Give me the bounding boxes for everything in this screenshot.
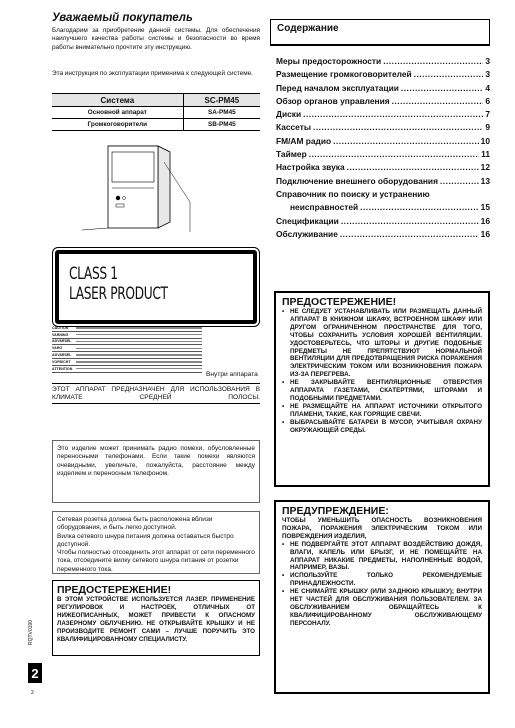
warning-label-row: VORSICHT (52, 359, 202, 366)
list-item: • ВЫБРАСЫВАЙТЕ БАТАРЕИ В МУСОР, УЧИТЫВАЯ ОХРАНУ ОКРУЖАЮЩЕЙ СРЕДЫ. (282, 419, 482, 435)
system-table-header-cell: Система (52, 94, 183, 107)
toc-item[interactable]: Спецификации ..... 16 (276, 216, 490, 229)
toc-item[interactable]: Меры предосторожности ..... 3 (276, 56, 490, 69)
list-item: • ИСПОЛЬЗУЙТЕ ТОЛЬКО РЕКОМЕНДУЕМЫЕ ПРИНАДЛЕЖНОСТИ. (282, 572, 482, 588)
toc-item[interactable]: Подключение внешнего оборудования ..... 13 (276, 176, 490, 189)
laser-class-text: CLASS 1 (69, 264, 118, 284)
list-item: • НЕ СНИМАЙТЕ КРЫШКУ (ИЛИ ЗАДНЮЮ КРЫШКУ); ВНУТРИ НЕТ ЧАСТЕЙ ДЛЯ ОБСЛУЖИВАНИЯ ПОЛЬЗОВАТЕЛЕМ. ЗА ОБСЛУЖИВАНИЕМ ОБРАЩАЙТЕСЬ К КВАЛИФИЦИРОВАННОМУ ОБСЛУЖИВАЮЩЕМУ ПЕРСОНАЛУ. (282, 588, 482, 628)
laser-caution-heading: ПРЕДОСТЕРЕЖЕНИЕ! (57, 584, 172, 596)
intro-applicability-text: Эта инструкция по эксплуатации применима к следующей системе. (52, 70, 253, 77)
table-row (52, 107, 260, 119)
toc-item[interactable]: неисправностей ..... 15 (276, 202, 490, 215)
system-table-header-cell: SC-PM45 (183, 94, 260, 107)
toc-heading-box (270, 19, 490, 46)
list-item: • НЕ СЛЕДУЕТ УСТАНАВЛИВАТЬ ИЛИ РАЗМЕЩАТЬ ДАННЫЙ АППАРАТ В КНИЖНОМ ШКАФУ, ВСТРОЕННОМ ШКАФУ ИЛИ ДРУГОМ ОГРАНИЧЕННОМ ПРОСТРАНСТВЕ ДЛЯ ТОГО, ЧТОБЫ СОХРАНИТЬ УСЛОВИЯ ХОРОШЕЙ ВЕНТИЛЯЦИИ. УДОСТОВЕРЬТЕСЬ, ЧТО ШТОРЫ И ДРУГИЕ ПОДОБНЫЕ ПРЕДМЕТЫ НЕ ПРЕПЯТСТВУЮТ НОРМАЛЬНОЙ ВЕНТИЛЯЦИИ ДЛЯ ПРЕДОТВРАЩЕНИЯ РИСКА ПОРАЖЕНИЯ ЭЛЕКТРИЧЕСКИМ ТОКОМ ИЛИ ВОЗНИКНОВЕНИЯ ПОЖАРА ИЗ-ЗА ПЕРЕГРЕВА. (282, 308, 482, 379)
table-cell: SB-PM45 (183, 119, 260, 131)
list-item: • НЕ ПОДВЕРГАЙТЕ ЭТОТ АППАРАТ ВОЗДЕЙСТВИЮ ДОЖДЯ, ВЛАГИ, КАПЕЛЬ ИЛИ БРЫЗГ, И НЕ ПОМЕЩАЙТЕ НА АППАРАТ НИКАКИЕ ПРЕДМЕТЫ, НАПОЛНЕННЫЕ ВОДОЙ, НАПРИМЕР, ВАЗЫ. (282, 541, 482, 573)
laser-product-text: LASER PRODUCT (69, 284, 168, 304)
warning-label-row: ATTENTION (52, 366, 202, 373)
toc-item[interactable]: FM/AM радио ..... 10 (276, 136, 490, 149)
toc-heading: Содержание (277, 23, 339, 34)
toc-item[interactable]: Размещение громкоговорителей ..... 3 (276, 69, 490, 82)
list-item: • НЕ ЗАКРЫВАЙТЕ ВЕНТИЛЯЦИОННЫЕ ОТВЕРСТИЯ АППАРАТА ГАЗЕТАМИ, СКАТЕРТЯМИ, ШТОРАМИ И ПОДОБНЫМИ ПРЕДМЕТАМИ. (282, 379, 482, 403)
toc-item[interactable]: Обслуживание ..... 16 (276, 229, 490, 242)
document-code: RQTV0190 (28, 620, 34, 646)
table-row (52, 119, 260, 131)
climate-note: ЭТОТ АППАРАТ ПРЕДНАЗНАЧЕН ДЛЯ ИСПОЛЬЗОВАНИЯ В КЛИМАТЕ СРЕДНЕЙ ПОЛОСЫ. (52, 383, 260, 404)
laser-caution-text: В ЭТОМ УСТРОЙСТВЕ ИСПОЛЬЗУЕТСЯ ЛАЗЕР. ПРИМЕНЕНИЕ РЕГУЛИРОВОК И НАСТРОЕК, ОТЛИЧНЫХ ОТ НИЖЕОПИСАННЫХ, МОЖЕТ ПРИВЕСТИ К ОПАСНОМУ ЛАЗЕРНОМУ ОБЛУЧЕНИЮ. НЕ ОТКРЫВАЙТЕ КРЫШКУ И НЕ ПРОИЗВОДИТЕ РЕМОНТ САМИ – ЛУЧШЕ ПОРУЧИТЬ ЭТО КВАЛИФИЦИРОВАННОМУ СПЕЦИАЛИСТУ. (57, 596, 255, 643)
socket-note (52, 511, 260, 574)
caution-list (282, 308, 482, 435)
intro-title: Уважаемый покупатель (52, 12, 193, 24)
socket-note-p2: Вилка сетевого шнура питания должна оставаться быстро доступной. (57, 532, 234, 548)
system-table-header (52, 94, 260, 107)
page-number-small: 2 (31, 690, 34, 696)
inside-unit-caption: Внутри аппарата (206, 371, 258, 378)
warning-list (282, 541, 482, 628)
table-of-contents (276, 56, 490, 242)
radio-interference-note: Это изделие может принимать радио помехи, обусловленные переносными телефонами. Если такие помехи являются очевидными, увеличьте, пожалуйста, расстояние между изделием и переносным телефоном. (52, 440, 260, 503)
warning-label-row: VARO (52, 345, 202, 352)
list-item: • НЕ РАЗМЕЩАЙТЕ НА АППАРАТ ИСТОЧНИКИ ОТКРЫТОГО ПЛАМЕНИ, ТАКИЕ, КАК ГОРЯЩИЕ СВЕЧИ. (282, 403, 482, 419)
table-cell: Громкоговорители (52, 119, 183, 131)
warning-label-row: VARNING (52, 332, 202, 339)
toc-item[interactable]: Справочник по поиску и устранению (276, 188, 430, 199)
socket-note-p3: Чтобы полностью отсоединить этот аппарат от сети переменного тока, отсоедините вилку сетевого шнура питания от розетки переменного тока. (57, 549, 255, 573)
laser-product-label (55, 250, 257, 324)
system-table (52, 93, 260, 131)
toc-item[interactable]: Диски ..... 7 (276, 109, 490, 122)
warning-heading: ПРЕДУПРЕЖДЕНИЕ: (282, 505, 389, 517)
warning-box (274, 500, 490, 694)
intro-text: Благодарим за приобретение данной системы. Для обеспечения наилучшего качества работы системы и безопасности во время работы внимательно прочтите эту инструкцию. (52, 27, 260, 51)
caution-box (274, 291, 490, 487)
socket-note-p1: Сетевая розетка должна быть расположена вблизи оборудования, и быть легко доступной. (57, 516, 213, 532)
laser-caution-box (52, 580, 260, 656)
warning-lead: ЧТОБЫ УМЕНЬШИТЬ ОПАСНОСТЬ ВОЗНИКНОВЕНИЯ ПОЖАРА, ПОРАЖЕНИЯ ЭЛЕКТРИЧЕСКИМ ТОКОМ ИЛИ ПОВРЕЖДЕНИЯ ИЗДЕЛИЯ, (282, 517, 482, 540)
warning-label-row: ADVARSEL (52, 352, 202, 359)
page-number: 2 (28, 663, 42, 683)
warning-label-row: CAUTION (52, 325, 202, 332)
toc-item[interactable]: Обзор органов управления ..... 6 (276, 96, 490, 109)
warning-label-image (52, 325, 202, 381)
toc-item[interactable]: Таймер ..... 11 (276, 149, 490, 162)
table-cell: Основной аппарат (52, 107, 183, 119)
caution-heading: ПРЕДОСТЕРЕЖЕНИЕ! (282, 296, 397, 308)
warning-label-row: ADVARSEL (52, 339, 202, 346)
device-illustration (78, 142, 196, 234)
toc-item[interactable]: Настройка звука ..... 12 (276, 162, 490, 175)
table-cell: SA-PM45 (183, 107, 260, 119)
toc-item[interactable]: Кассеты ..... 9 (276, 122, 490, 135)
toc-item[interactable]: Перед началом эксплуатации ..... 4 (276, 83, 490, 96)
